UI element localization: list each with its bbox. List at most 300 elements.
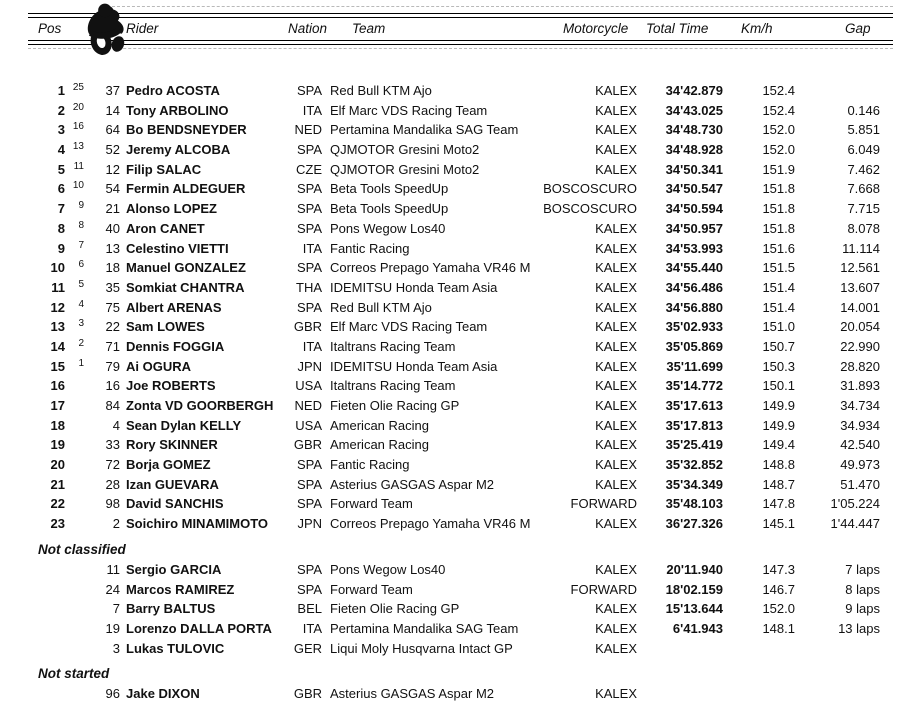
table-row (0, 258, 906, 278)
team-cell: Pertamina Mandalika SAG Team (330, 620, 519, 636)
motorcycle-cell: KALEX (595, 83, 637, 98)
total-time-cell: 36'27.326 (665, 516, 723, 532)
nation-cell: SPA (296, 457, 322, 473)
rider-number-cell: 37 (105, 83, 120, 98)
team-cell: Italtrans Racing Team (330, 338, 456, 354)
rider-number-cell: 64 (105, 122, 120, 138)
motorcycle-cell: KALEX (595, 601, 637, 617)
position-cell (0, 580, 65, 600)
table-row (0, 475, 906, 495)
position-cell: 23 (50, 516, 65, 532)
nation-cell: ITA (302, 102, 322, 118)
position-cell: 19 (50, 437, 65, 453)
kmh-cell: 151.4 (762, 299, 795, 315)
nation-cell: ITA (302, 338, 322, 354)
kmh-cell: 151.5 (762, 260, 795, 276)
rider-number-cell: 96 (105, 686, 120, 702)
table-row (0, 179, 906, 199)
table-row (0, 599, 906, 619)
team-cell: Liqui Moly Husqvarna Intact GP (330, 640, 513, 656)
position-cell: 11 (51, 279, 65, 295)
points-cell (65, 473, 84, 493)
nation-cell: GBR (293, 686, 322, 702)
nation-cell: GBR (293, 319, 322, 335)
gap-cell: 8 laps (845, 581, 880, 597)
team-cell: QJMOTOR Gresini Moto2 (330, 161, 480, 177)
motorcycle-cell: KALEX (595, 561, 637, 577)
motorcycle-cell: KALEX (595, 358, 637, 374)
col-header-team: Team (352, 21, 386, 36)
points-cell (65, 682, 84, 702)
rider-name-cell: Barry BALTUS (126, 601, 216, 617)
gap-cell: 20.054 (840, 319, 880, 335)
kmh-cell: 149.4 (762, 437, 795, 453)
total-time-cell: 35'05.869 (665, 338, 723, 354)
rider-number-cell: 71 (105, 338, 120, 354)
team-cell: Forward Team (330, 581, 413, 597)
table-row (0, 619, 906, 639)
motorcycle-cell: KALEX (595, 260, 637, 276)
gap-cell: 8.078 (847, 220, 880, 236)
kmh-cell (723, 639, 795, 659)
total-time-cell: 34'55.440 (665, 260, 723, 276)
nation-cell: THA (296, 279, 322, 295)
points-cell (65, 578, 84, 598)
rider-name-cell: Somkiat CHANTRA (126, 279, 245, 295)
rider-name-cell: Albert ARENAS (126, 299, 222, 315)
rider-number-cell: 11 (106, 561, 120, 577)
motorcycle-cell: KALEX (595, 338, 637, 354)
rider-name-cell: Lorenzo DALLA PORTA (126, 620, 272, 636)
rider-number-cell: 22 (105, 319, 120, 335)
points-cell (65, 492, 84, 512)
table-row (0, 278, 906, 298)
total-time-cell: 35'48.103 (665, 496, 723, 512)
rider-number-cell: 79 (105, 358, 120, 374)
nation-cell: SPA (296, 476, 322, 492)
total-time-cell: 34'53.993 (665, 240, 723, 256)
motorcycle-cell: KALEX (595, 319, 637, 335)
team-cell: Correos Prepago Yamaha VR46 M (330, 516, 531, 532)
position-cell: 2 (57, 102, 65, 118)
position-cell: 22 (50, 496, 65, 512)
total-time-cell: 35'17.813 (665, 417, 723, 433)
motorcycle-cell: KALEX (595, 220, 637, 236)
rider-name-cell: Sam LOWES (126, 319, 205, 335)
position-cell: 6 (57, 181, 65, 197)
not-started-rows (0, 684, 906, 704)
kmh-cell: 148.7 (762, 476, 795, 492)
rider-number-cell: 4 (112, 417, 120, 433)
motorcycle-cell: KALEX (595, 240, 637, 256)
nation-cell: GBR (293, 437, 322, 453)
gap-cell: 49.973 (840, 457, 880, 473)
position-cell: 16 (50, 378, 65, 394)
kmh-cell: 151.8 (762, 181, 795, 197)
gap-cell: 7.715 (847, 201, 880, 217)
rider-name-cell: Sergio GARCIA (126, 561, 222, 577)
points-cell: 10 (72, 180, 84, 192)
gap-cell: 9 laps (845, 601, 880, 617)
gap-cell: 14.001 (840, 299, 880, 315)
motorcycle-cell: KALEX (595, 437, 637, 453)
kmh-cell: 152.0 (762, 142, 795, 158)
col-header-gap: Gap (845, 21, 871, 36)
rider-number-cell: 12 (105, 161, 120, 177)
rider-number-cell: 54 (105, 181, 120, 197)
points-cell (65, 617, 84, 637)
rider-name-cell: Borja GOMEZ (126, 457, 211, 473)
team-cell: Red Bull KTM Ajo (330, 299, 432, 315)
gap-cell: 1'05.224 (830, 496, 880, 512)
position-cell: 3 (57, 122, 65, 138)
team-cell: American Racing (330, 417, 429, 433)
kmh-cell: 151.6 (762, 240, 795, 256)
kmh-cell: 151.9 (762, 161, 795, 177)
kmh-cell: 152.0 (762, 601, 795, 617)
rider-name-cell: David SANCHIS (126, 496, 224, 512)
team-cell: American Racing (330, 437, 429, 453)
table-row (0, 416, 906, 436)
kmh-cell: 148.1 (762, 620, 795, 636)
motorcycle-cell: FORWARD (570, 581, 637, 597)
nation-cell: JPN (297, 516, 322, 532)
rider-name-cell: Manuel GONZALEZ (126, 260, 246, 276)
table-row (0, 376, 906, 396)
kmh-cell: 150.1 (762, 378, 795, 394)
team-cell: Fieten Olie Racing GP (330, 601, 460, 617)
team-cell: Correos Prepago Yamaha VR46 M (330, 260, 531, 276)
nation-cell: SPA (296, 299, 322, 315)
points-cell (65, 558, 84, 578)
total-time-cell: 34'50.341 (665, 161, 723, 177)
gap-cell: 0.146 (847, 102, 880, 118)
gap-cell (795, 81, 880, 101)
not-classified-rows (0, 560, 906, 658)
kmh-cell: 151.0 (762, 319, 795, 335)
kmh-cell: 150.3 (762, 358, 795, 374)
table-row (0, 120, 906, 140)
nation-cell: SPA (296, 496, 322, 512)
position-cell: 14 (50, 338, 65, 354)
motorcycle-cell: KALEX (595, 398, 637, 413)
points-cell: 9 (78, 200, 84, 212)
table-row (0, 435, 906, 455)
rider-number-cell: 18 (105, 260, 120, 276)
total-time-cell: 35'32.852 (665, 457, 723, 473)
position-cell (0, 619, 65, 639)
total-time-cell: 34'50.547 (665, 181, 723, 197)
gap-cell: 12.561 (840, 260, 880, 276)
gap-cell: 5.851 (847, 122, 880, 138)
table-row (0, 101, 906, 121)
kmh-cell (723, 684, 795, 704)
rider-number-cell: 24 (105, 581, 120, 597)
total-time-cell: 35'25.419 (665, 437, 723, 453)
gap-cell: 11.114 (842, 240, 880, 256)
kmh-cell: 146.7 (762, 581, 795, 597)
nation-cell: BEL (297, 601, 322, 617)
kmh-cell: 152.4 (762, 83, 795, 98)
points-cell: 11 (73, 160, 84, 172)
total-time-cell: 35'34.349 (665, 476, 723, 492)
total-time-cell: 34'50.957 (665, 220, 723, 236)
table-row (0, 580, 906, 600)
col-header-motorcycle: Motorcycle (563, 21, 629, 36)
team-cell: Beta Tools SpeedUp (330, 181, 449, 197)
table-row (0, 140, 906, 160)
team-cell: IDEMITSU Honda Team Asia (330, 358, 498, 374)
motorcycle-cell: BOSCOSCURO (543, 201, 637, 217)
rider-name-cell: Alonso LOPEZ (126, 201, 217, 217)
table-row (0, 494, 906, 514)
team-cell: IDEMITSU Honda Team Asia (330, 279, 498, 295)
points-cell: 6 (78, 259, 84, 271)
rider-name-cell: Rory SKINNER (126, 437, 218, 453)
team-cell: Forward Team (330, 496, 413, 512)
position-cell (0, 599, 65, 619)
points-cell: 13 (72, 141, 84, 153)
gap-cell: 13.607 (840, 279, 880, 295)
col-header-total-time: Total Time (646, 21, 709, 36)
points-cell (65, 433, 84, 453)
team-cell: Italtrans Racing Team (330, 378, 456, 394)
position-cell: 4 (57, 142, 65, 158)
gap-cell: 7.462 (847, 161, 880, 177)
table-row (0, 219, 906, 239)
rider-number-cell: 16 (105, 378, 120, 394)
kmh-cell: 151.8 (762, 201, 795, 217)
rider-number-cell: 13 (105, 240, 120, 256)
kmh-cell: 147.8 (762, 496, 795, 512)
points-cell: 3 (78, 318, 84, 330)
motorcycle-cell: KALEX (595, 686, 637, 702)
nation-cell: SPA (296, 220, 322, 236)
table-row (0, 684, 906, 704)
rider-name-cell: Jake DIXON (126, 686, 200, 702)
rider-name-cell: Sean Dylan KELLY (126, 417, 242, 433)
nation-cell: GER (293, 640, 322, 656)
total-time-cell: 15'13.644 (665, 601, 723, 617)
rider-name-cell: Izan GUEVARA (126, 476, 219, 492)
gap-cell: 6.049 (847, 142, 880, 158)
motorcycle-cell: KALEX (595, 457, 637, 473)
team-cell: Asterius GASGAS Aspar M2 (330, 686, 495, 702)
kmh-cell: 151.4 (762, 279, 795, 295)
team-cell: Pertamina Mandalika SAG Team (330, 122, 519, 138)
table-row (0, 317, 906, 337)
gap-cell: 13 laps (838, 620, 880, 636)
position-cell: 5 (57, 161, 65, 177)
total-time-cell: 34'43.025 (665, 102, 723, 118)
motorcycle-cell: BOSCOSCURO (543, 181, 637, 197)
motorcycle-cell: KALEX (595, 476, 637, 492)
gap-cell: 1'44.447 (830, 516, 880, 532)
nation-cell: SPA (296, 260, 322, 276)
total-time-cell: 35'02.933 (665, 319, 723, 335)
rider-number-cell: 7 (112, 601, 120, 617)
rider-name-cell: Aron CANET (126, 220, 205, 236)
rider-name-cell: Celestino VIETTI (126, 240, 229, 256)
kmh-cell: 147.3 (762, 561, 795, 577)
rider-name-cell: Ai OGURA (126, 358, 191, 374)
rider-number-cell: 84 (105, 398, 120, 413)
rider-number-cell: 72 (105, 457, 120, 473)
team-cell: QJMOTOR Gresini Moto2 (330, 142, 480, 158)
team-cell: Fantic Racing (330, 457, 410, 473)
table-row (0, 160, 906, 180)
table-row (0, 357, 906, 377)
total-time-cell: 34'48.730 (665, 122, 723, 138)
table-row (0, 81, 906, 101)
total-time-cell: 35'17.613 (665, 398, 723, 413)
nation-cell: JPN (297, 358, 322, 374)
rider-name-cell: Dennis FOGGIA (126, 338, 225, 354)
nation-cell: USA (295, 417, 322, 433)
points-cell (65, 414, 84, 434)
gap-cell: 31.893 (840, 378, 880, 394)
bottom-dashed-rule (28, 48, 893, 49)
points-cell: 25 (72, 82, 84, 93)
rider-name-cell: Marcos RAMIREZ (126, 581, 235, 597)
nation-cell: NED (294, 122, 322, 138)
total-time-cell: 6'41.943 (672, 620, 723, 636)
header-bottom-rule-1 (28, 40, 893, 41)
points-cell: 16 (72, 121, 84, 133)
team-cell: Asterius GASGAS Aspar M2 (330, 476, 495, 492)
kmh-cell: 145.1 (762, 516, 795, 532)
rider-name-cell: Joe ROBERTS (126, 378, 216, 394)
team-cell: Red Bull KTM Ajo (330, 83, 432, 98)
classified-rows (0, 81, 906, 534)
team-cell: Fieten Olie Racing GP (330, 398, 460, 413)
points-cell (65, 394, 84, 414)
rider-number-cell: 28 (105, 476, 120, 492)
rider-number-cell: 98 (105, 496, 120, 512)
kmh-cell: 148.8 (762, 457, 795, 473)
nation-cell: SPA (296, 581, 322, 597)
position-cell: 10 (50, 260, 65, 276)
motorcycle-cell: KALEX (595, 299, 637, 315)
rider-name-cell: Lukas TULOVIC (126, 640, 225, 656)
position-cell: 17 (50, 398, 65, 413)
header-bottom-rule-2 (28, 44, 893, 45)
motorcycle-cell: KALEX (595, 142, 637, 158)
position-cell: 21 (50, 476, 65, 492)
team-cell: Beta Tools SpeedUp (330, 201, 449, 217)
rider-name-cell: Bo BENDSNEYDER (126, 122, 247, 138)
position-cell: 12 (50, 299, 65, 315)
position-cell: 1 (57, 83, 65, 98)
nation-cell: SPA (296, 201, 322, 217)
total-time-cell (637, 684, 723, 704)
nation-cell: NED (294, 398, 322, 413)
motorcycle-cell: KALEX (595, 161, 637, 177)
motorcycle-cell: KALEX (595, 122, 637, 138)
motorcycle-cell: KALEX (595, 279, 637, 295)
header-top-rule-1 (28, 13, 893, 14)
points-cell (65, 453, 84, 473)
col-header-rider: Rider (126, 21, 159, 36)
rider-number-cell: 33 (105, 437, 120, 453)
rider-name-cell: Zonta VD GOORBERGH (126, 398, 274, 413)
nation-cell: CZE (296, 161, 322, 177)
table-row (0, 639, 906, 659)
rider-name-cell: Soichiro MINAMIMOTO (126, 516, 269, 532)
rider-number-cell: 52 (105, 142, 120, 158)
motorcycle-cell: KALEX (595, 620, 637, 636)
table-row (0, 337, 906, 357)
total-time-cell: 20'11.940 (666, 561, 723, 577)
header-top-rule-2 (28, 17, 893, 18)
team-cell: Fantic Racing (330, 240, 410, 256)
position-cell: 20 (50, 457, 65, 473)
kmh-cell: 152.4 (762, 102, 795, 118)
table-row (0, 514, 906, 534)
gap-cell (795, 684, 880, 704)
gap-cell: 42.540 (840, 437, 880, 453)
motorcycle-cell: KALEX (595, 102, 637, 118)
total-time-cell: 34'56.486 (665, 279, 723, 295)
gap-cell: 34.934 (840, 417, 880, 433)
kmh-cell: 151.8 (762, 220, 795, 236)
gap-cell: 34.734 (840, 398, 880, 413)
gap-cell (795, 639, 880, 659)
position-cell: 13 (50, 319, 65, 335)
col-header-kmh: Km/h (741, 21, 773, 36)
motorcycle-cell: KALEX (595, 417, 637, 433)
col-header-nation: Nation (288, 21, 328, 36)
kmh-cell: 150.7 (762, 338, 795, 354)
points-cell: 7 (78, 239, 84, 251)
nation-cell: ITA (302, 240, 322, 256)
rider-number-cell: 21 (105, 201, 120, 217)
points-cell (65, 637, 84, 657)
team-cell: Pons Wegow Los40 (330, 561, 446, 577)
total-time-cell: 35'11.699 (666, 358, 723, 374)
not-classified-label: Not classified (38, 541, 126, 557)
position-cell (0, 560, 65, 580)
points-cell: 8 (78, 219, 84, 231)
team-cell: Elf Marc VDS Racing Team (330, 102, 488, 118)
kmh-cell: 152.0 (762, 122, 795, 138)
table-row (0, 239, 906, 259)
col-header-pos: Pos (38, 21, 62, 36)
position-cell: 15 (50, 358, 65, 374)
position-cell: 7 (57, 201, 65, 217)
table-row (0, 199, 906, 219)
motorcycle-cell: KALEX (595, 378, 637, 394)
rider-name-cell: Pedro ACOSTA (126, 83, 220, 98)
team-cell: Elf Marc VDS Racing Team (330, 319, 488, 335)
rider-name-cell: Jeremy ALCOBA (126, 142, 231, 158)
points-cell: 5 (78, 278, 84, 290)
rider-number-cell: 35 (105, 279, 120, 295)
gap-cell: 7 laps (845, 561, 880, 577)
points-cell: 20 (72, 101, 84, 113)
motorcycle-cell: KALEX (595, 516, 637, 532)
nation-cell: ITA (302, 620, 322, 636)
table-row (0, 455, 906, 475)
motorcycle-rider-icon (76, 2, 130, 58)
total-time-cell: 18'02.159 (665, 581, 723, 597)
rider-name-cell: Fermin ALDEGUER (126, 181, 246, 197)
kmh-cell: 149.9 (762, 398, 795, 413)
points-cell (65, 597, 84, 617)
rider-number-cell: 40 (105, 220, 120, 236)
rider-number-cell: 2 (112, 516, 120, 532)
gap-cell: 28.820 (840, 358, 880, 374)
